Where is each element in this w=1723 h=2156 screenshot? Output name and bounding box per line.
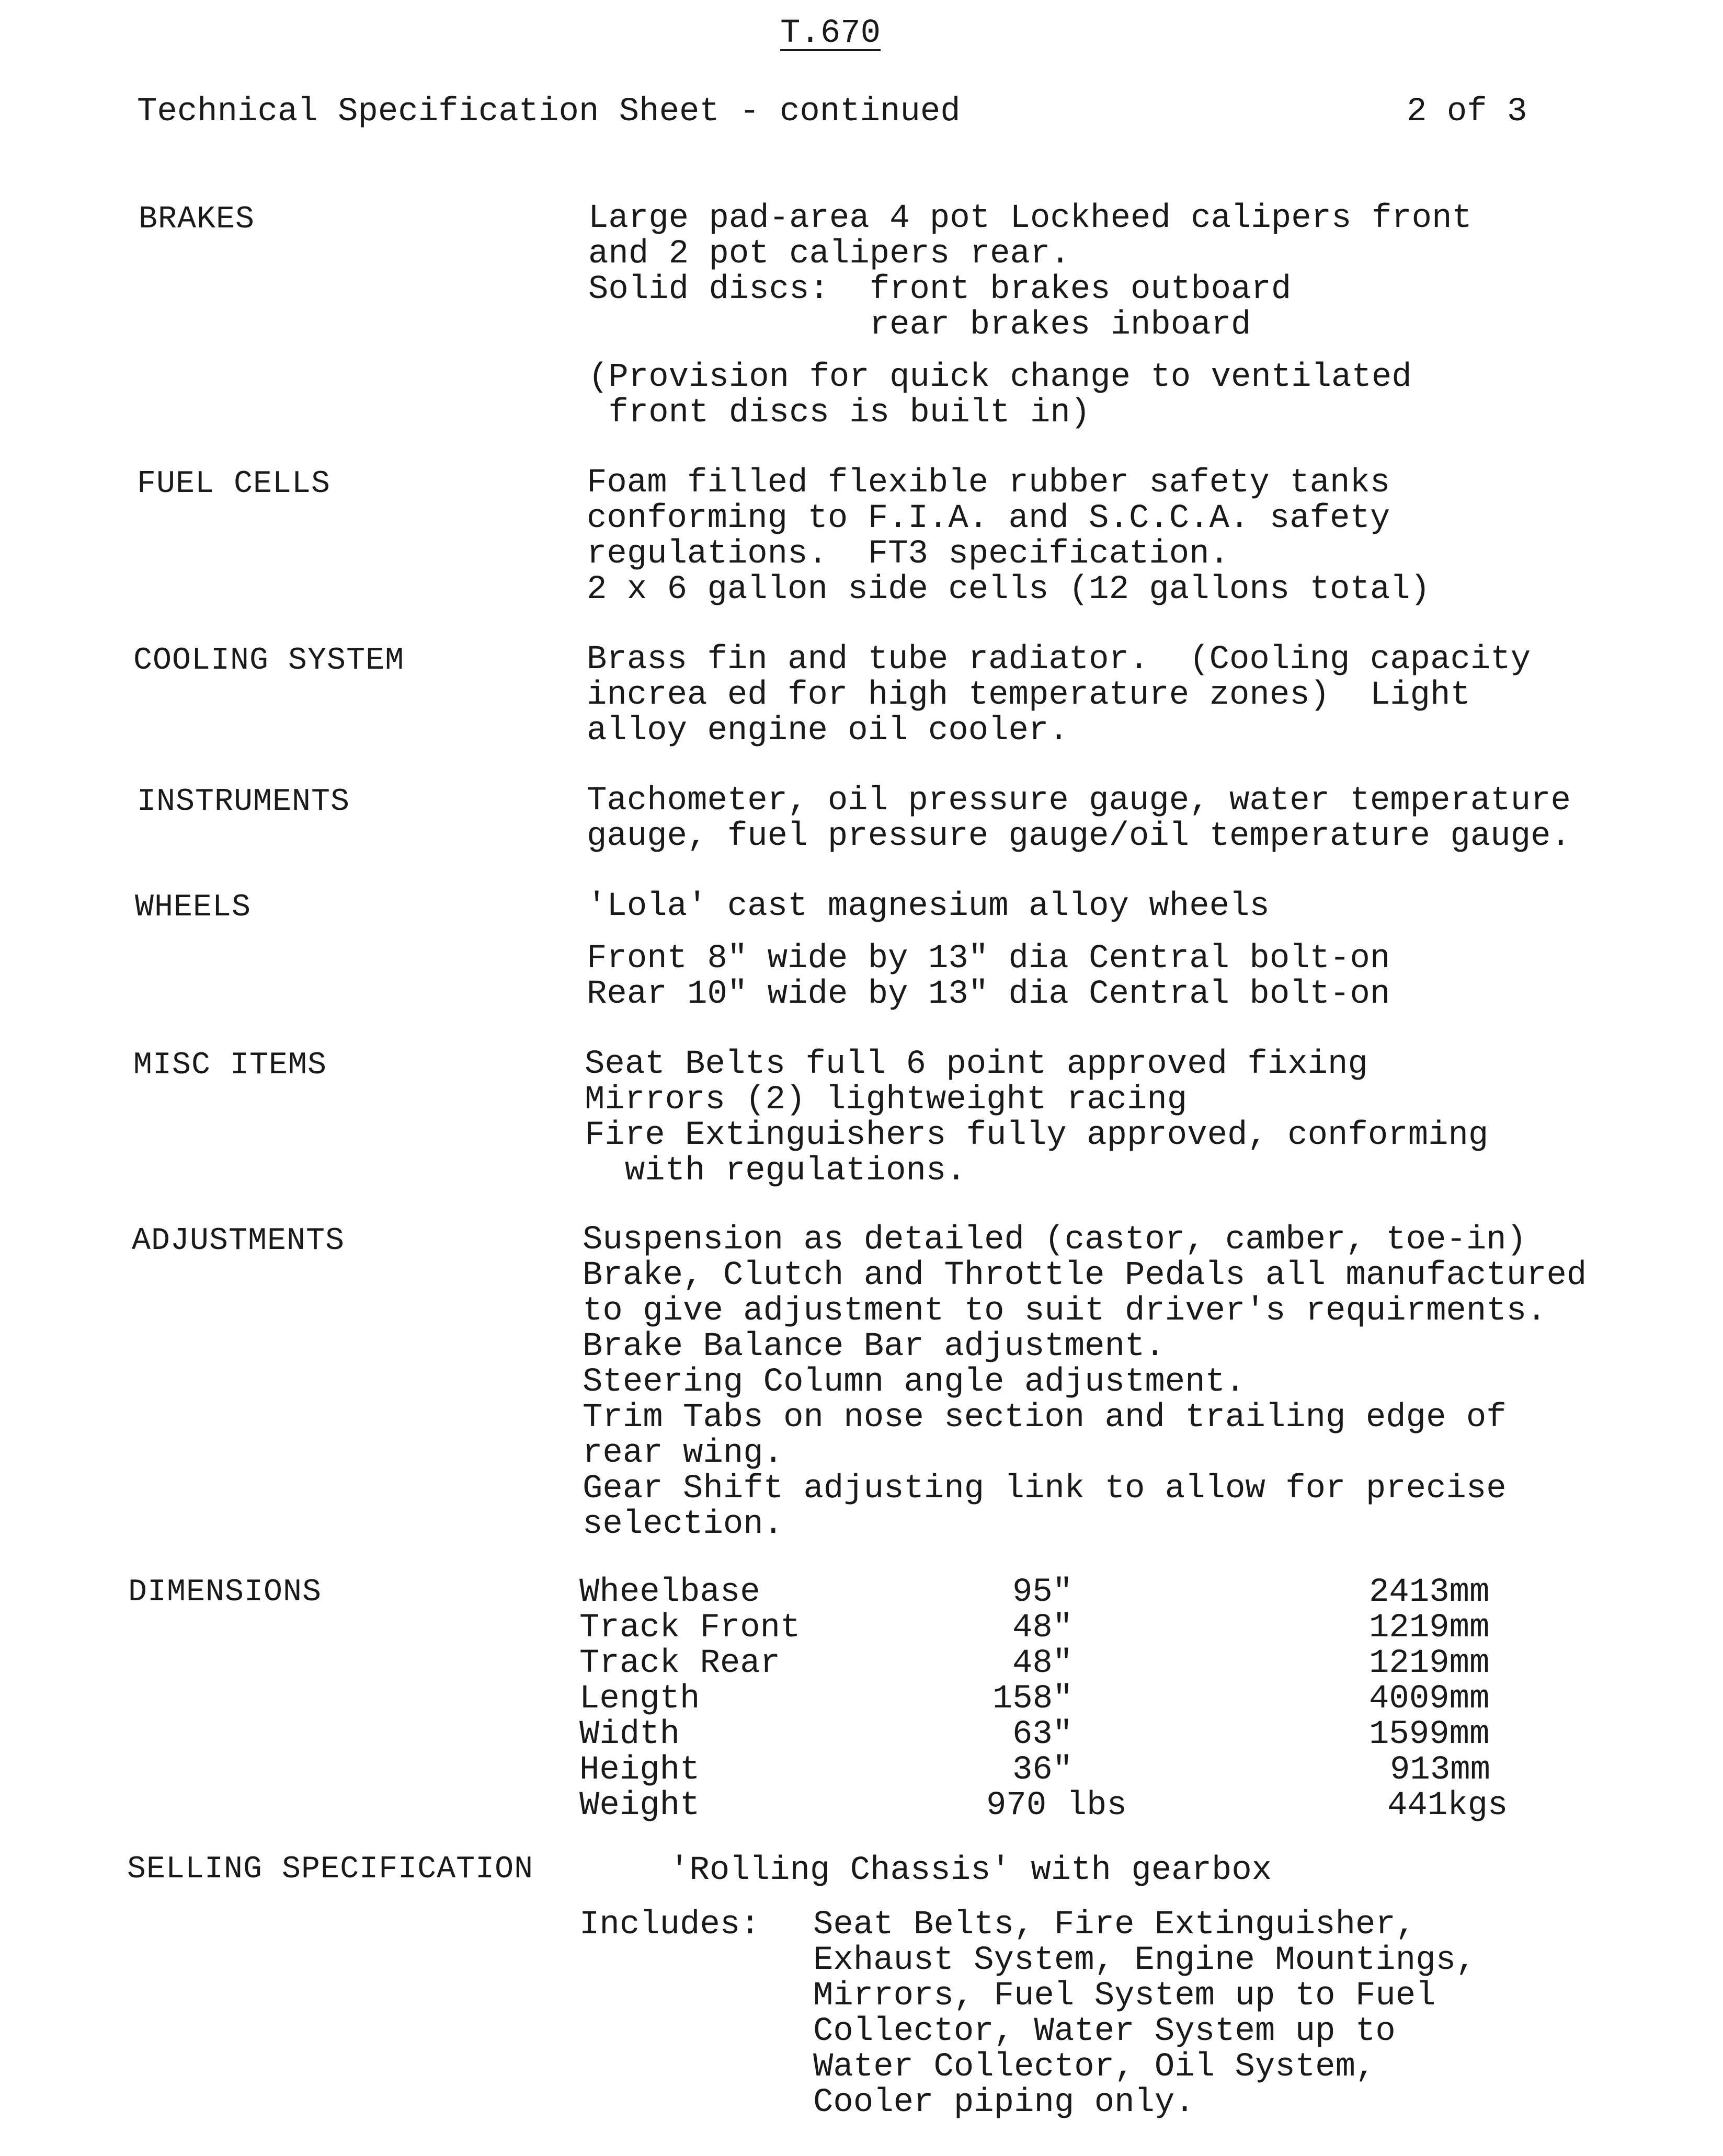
misc-items-label: MISC ITEMS (133, 1048, 327, 1083)
dimension-imperial: 95" (1012, 1574, 1073, 1611)
instruments-label: INSTRUMENTS (137, 784, 350, 820)
adjustments-label: ADJUSTMENTS (132, 1223, 345, 1259)
brakes-label: BRAKES (139, 202, 255, 237)
dimension-imperial: 48" (1012, 1645, 1073, 1682)
sheet-title: Technical Specification Sheet - continued (137, 93, 961, 131)
dimension-metric: 2413mm (1369, 1574, 1490, 1611)
dimension-metric: 441kgs (1387, 1787, 1508, 1825)
dimension-imperial: 36" (1012, 1751, 1073, 1789)
includes-text: Seat Belts, Fire Extinguisher, Exhaust System, Engine Mountings, Mirrors, Fuel System up to Fuel Collector, Water System up to Water Collector, Oil System, Cooler piping only. (813, 1906, 1476, 2121)
dimension-metric: 4009mm (1369, 1680, 1490, 1718)
selling-specification-label: SELLING SPECIFICATION (127, 1852, 534, 1887)
dimension-name: Track Rear (579, 1645, 781, 1682)
page-counter: 2 of 3 (1407, 93, 1527, 131)
dimension-imperial: 48" (1012, 1609, 1073, 1647)
dimensions-label: DIMENSIONS (128, 1575, 322, 1610)
wheels-text: 'Lola' cast magnesium alloy wheels (587, 888, 1270, 925)
dimension-name: Track Front (579, 1609, 801, 1647)
dimension-name: Height (579, 1751, 700, 1789)
dimension-metric: 913mm (1390, 1751, 1491, 1789)
dimension-name: Width (579, 1716, 680, 1753)
misc-items-text: Seat Belts full 6 point approved fixing Mirrors (2) lightweight racing Fire Extinguishers fully approved, conforming with regulations. (585, 1046, 1489, 1190)
brakes-text: Large pad-area 4 pot Lockheed calipers front and 2 pot calipers rear. Solid discs: front brakes outboard rear brakes inboard (588, 200, 1472, 344)
fuel-cells-label: FUEL CELLS (137, 466, 331, 502)
dimension-name: Length (579, 1680, 700, 1718)
dimension-metric: 1599mm (1369, 1716, 1490, 1753)
cooling-system-text: Brass fin and tube radiator. (Cooling capacity increa ed for high temperature zones) Light alloy engine oil cooler. (587, 641, 1531, 750)
brakes-note: (Provision for quick change to ventilated front discs is built in) (588, 359, 1412, 432)
dimension-imperial: 63" (1012, 1716, 1073, 1753)
adjustments-text: Suspension as detailed (castor, camber, toe-in) Brake, Clutch and Throttle Pedals all manufactured to give adjustment to suit driver's requirments. Brake Balance Bar adjustment. Steering Column angle adjustment. Trim Tabs on nose section and trailing edge of rear wing. Gear Shift adjusting link to allow for precise selection. (583, 1221, 1587, 1543)
dimension-imperial: 158" (992, 1680, 1073, 1718)
dimension-name: Wheelbase (579, 1574, 760, 1611)
selling-headline: 'Rolling Chassis' with gearbox (669, 1852, 1272, 1889)
includes-label: Includes: (579, 1906, 760, 1944)
instruments-text: Tachometer, oil pressure gauge, water temperature gauge, fuel pressure gauge/oil temperature gauge. (587, 782, 1571, 855)
dimension-metric: 1219mm (1369, 1645, 1490, 1682)
dimension-imperial: 970 lbs (986, 1787, 1127, 1825)
wheels-sizes: Front 8" wide by 13" dia Central bolt-on Rear 10" wide by 13" dia Central bolt-on (587, 940, 1390, 1013)
fuel-cells-text: Foam filled flexible rubber safety tanks conforming to F.I.A. and S.C.C.A. safety regulations. FT3 specification. 2 x 6 gallon side cells (12 gallons total) (587, 464, 1431, 609)
dimension-metric: 1219mm (1369, 1609, 1490, 1647)
document-number: T.670 (780, 15, 881, 52)
wheels-label: WHEELS (135, 890, 252, 925)
cooling-system-label: COOLING SYSTEM (133, 643, 405, 679)
dimension-name: Weight (579, 1787, 700, 1825)
